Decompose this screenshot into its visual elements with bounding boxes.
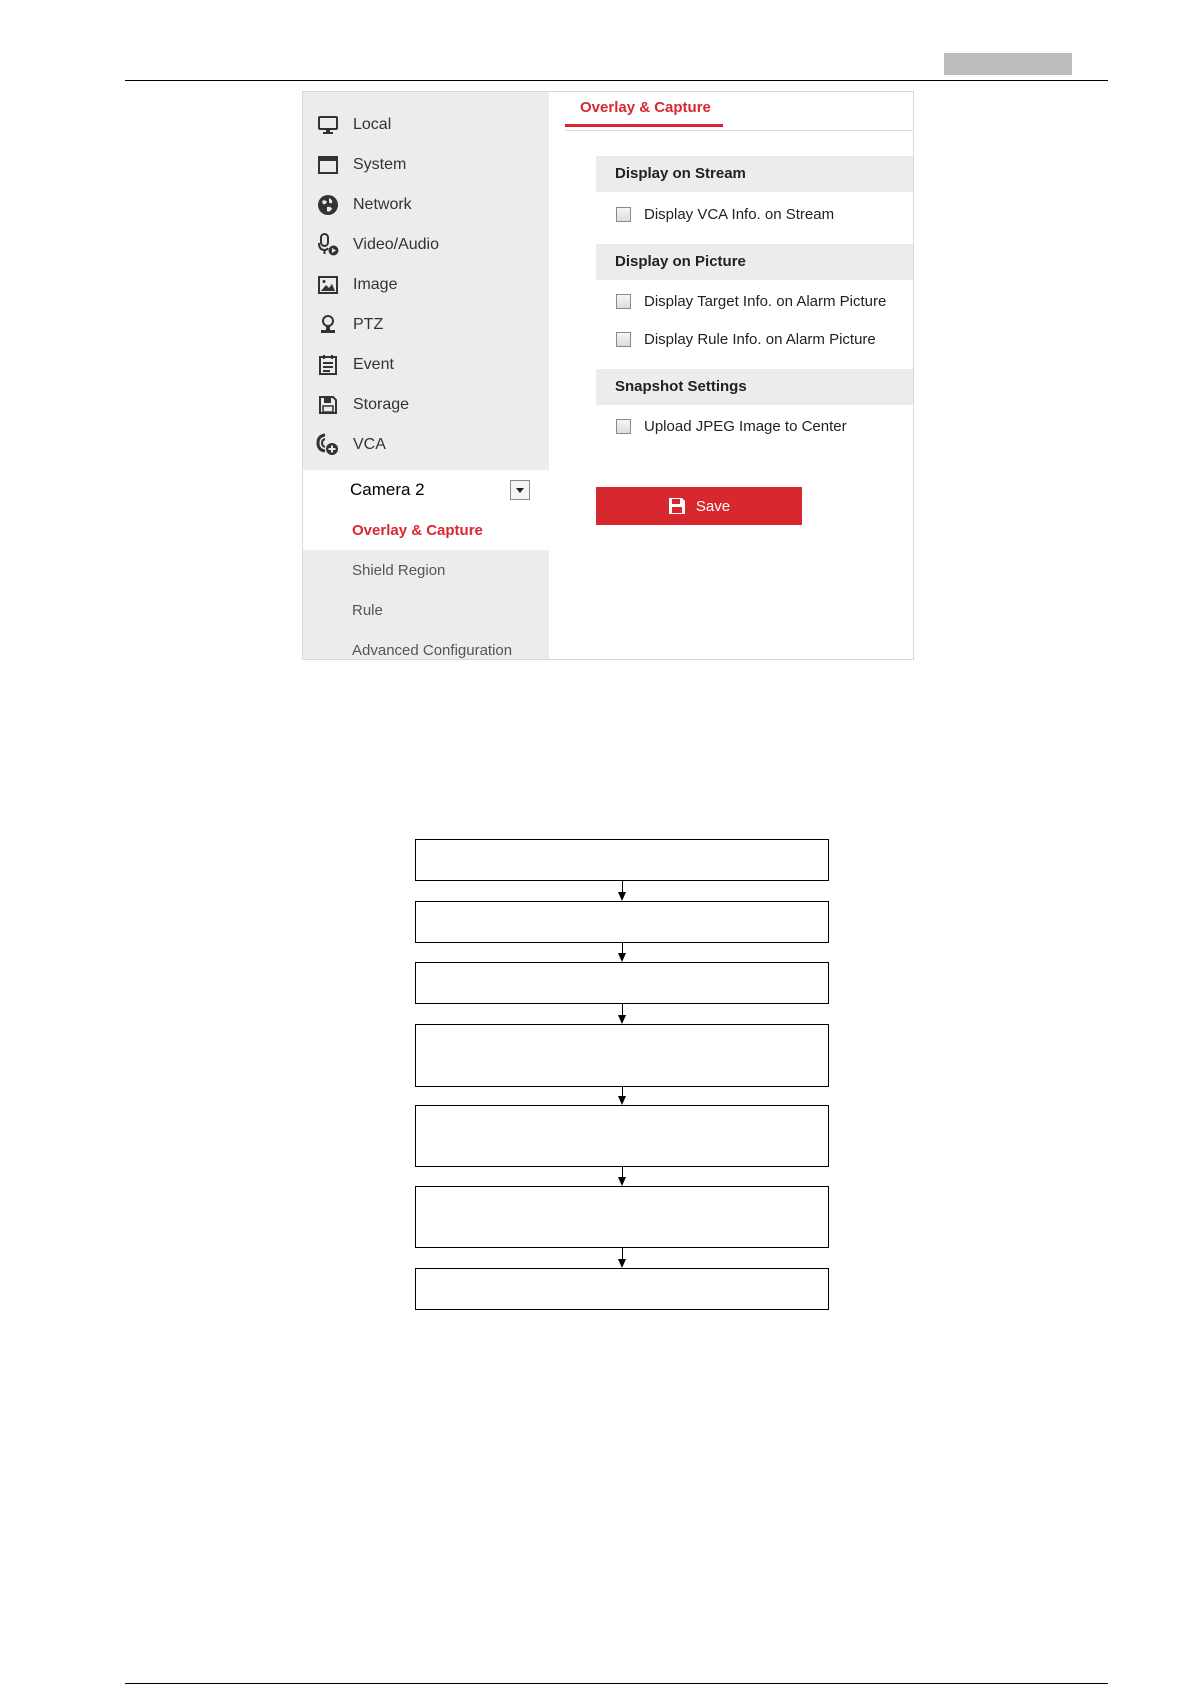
globe-icon xyxy=(315,192,341,218)
flow-step-1 xyxy=(415,839,829,881)
chevron-down-icon[interactable] xyxy=(510,480,530,500)
section-title: Display on Stream xyxy=(615,165,746,182)
flow-connector xyxy=(622,1004,623,1015)
checkbox-label: Display Rule Info. on Alarm Picture xyxy=(644,330,876,348)
sidebar xyxy=(303,92,549,659)
checkbox-display-rule-info[interactable] xyxy=(616,329,876,349)
checkbox-upload-jpeg[interactable] xyxy=(616,416,847,436)
sidebar-item-label: PTZ xyxy=(353,316,384,333)
checkbox[interactable] xyxy=(616,294,631,309)
subnav-label: Rule xyxy=(352,601,383,619)
camera-select[interactable] xyxy=(303,470,549,510)
sidebar-item-label: Network xyxy=(353,196,412,213)
section-display-on-picture xyxy=(596,244,913,280)
vca-icon xyxy=(315,432,341,458)
flow-step-6 xyxy=(415,1186,829,1248)
sidebar-item-label: VCA xyxy=(353,436,386,453)
flow-connector xyxy=(622,1167,623,1177)
subnav-overlay-capture[interactable] xyxy=(303,510,549,550)
tab-label: Overlay & Capture xyxy=(580,99,711,116)
sidebar-item-storage[interactable] xyxy=(303,385,549,425)
header-gray-block xyxy=(944,53,1072,75)
save-button[interactable] xyxy=(596,487,802,525)
checkbox-label: Upload JPEG Image to Center xyxy=(644,417,847,435)
section-title: Snapshot Settings xyxy=(615,378,747,395)
floppy-disk-icon xyxy=(315,392,341,418)
picture-icon xyxy=(315,272,341,298)
window-icon xyxy=(315,152,341,178)
sidebar-item-video-audio[interactable] xyxy=(303,225,549,265)
flow-arrowhead xyxy=(618,1015,626,1024)
ptz-camera-icon xyxy=(315,312,341,338)
section-display-on-stream xyxy=(596,156,913,192)
calendar-list-icon xyxy=(315,352,341,378)
config-panel xyxy=(302,91,914,660)
sidebar-item-network[interactable] xyxy=(303,185,549,225)
checkbox[interactable] xyxy=(616,419,631,434)
sidebar-item-label: Video/Audio xyxy=(353,236,439,253)
flow-connector xyxy=(622,1087,623,1096)
flow-arrowhead xyxy=(618,1177,626,1186)
tab-active-underline xyxy=(565,124,723,127)
microphone-play-icon xyxy=(315,232,341,258)
sidebar-item-label: Local xyxy=(353,116,392,133)
footer-rule xyxy=(125,1683,1108,1684)
flow-connector xyxy=(622,881,623,892)
floppy-disk-icon xyxy=(668,497,686,515)
sidebar-item-label: Image xyxy=(353,276,398,293)
flow-arrowhead xyxy=(618,1259,626,1268)
flow-step-5 xyxy=(415,1105,829,1167)
section-title: Display on Picture xyxy=(615,253,746,270)
tab-overlay-capture[interactable] xyxy=(565,92,723,128)
sidebar-item-event[interactable] xyxy=(303,345,549,385)
flow-step-3 xyxy=(415,962,829,1004)
flow-connector xyxy=(622,1248,623,1259)
monitor-icon xyxy=(315,112,341,138)
flow-arrowhead xyxy=(618,953,626,962)
sidebar-item-image[interactable] xyxy=(303,265,549,305)
header-rule xyxy=(125,80,1108,81)
sidebar-item-label: System xyxy=(353,156,407,173)
flow-step-7 xyxy=(415,1268,829,1310)
tab-divider xyxy=(565,130,913,131)
checkbox[interactable] xyxy=(616,207,631,222)
subnav-rule[interactable] xyxy=(303,590,549,630)
subnav-label: Shield Region xyxy=(352,561,446,579)
sidebar-item-ptz[interactable] xyxy=(303,305,549,345)
checkbox-display-vca-info[interactable] xyxy=(616,204,834,224)
sidebar-item-local[interactable] xyxy=(303,105,549,145)
flow-step-4 xyxy=(415,1024,829,1087)
flow-arrowhead xyxy=(618,1096,626,1105)
camera-select-value: Camera 2 xyxy=(350,480,425,499)
section-snapshot-settings xyxy=(596,369,913,405)
subnav-label: Overlay & Capture xyxy=(352,521,483,539)
sidebar-item-label: Storage xyxy=(353,396,410,413)
save-button-label: Save xyxy=(695,497,731,515)
flow-arrowhead xyxy=(618,892,626,901)
subnav-label: Advanced Configuration xyxy=(352,641,513,659)
flow-connector xyxy=(622,943,623,953)
sidebar-item-system[interactable] xyxy=(303,145,549,185)
flow-step-2 xyxy=(415,901,829,943)
sidebar-item-vca[interactable] xyxy=(303,425,549,465)
checkbox-label: Display VCA Info. on Stream xyxy=(644,205,835,223)
sidebar-item-label: Event xyxy=(353,356,394,373)
subnav-shield-region[interactable] xyxy=(303,550,549,590)
checkbox-label: Display Target Info. on Alarm Picture xyxy=(644,292,887,310)
checkbox[interactable] xyxy=(616,332,631,347)
checkbox-display-target-info[interactable] xyxy=(616,291,886,311)
subnav-advanced-configuration[interactable] xyxy=(303,630,549,670)
